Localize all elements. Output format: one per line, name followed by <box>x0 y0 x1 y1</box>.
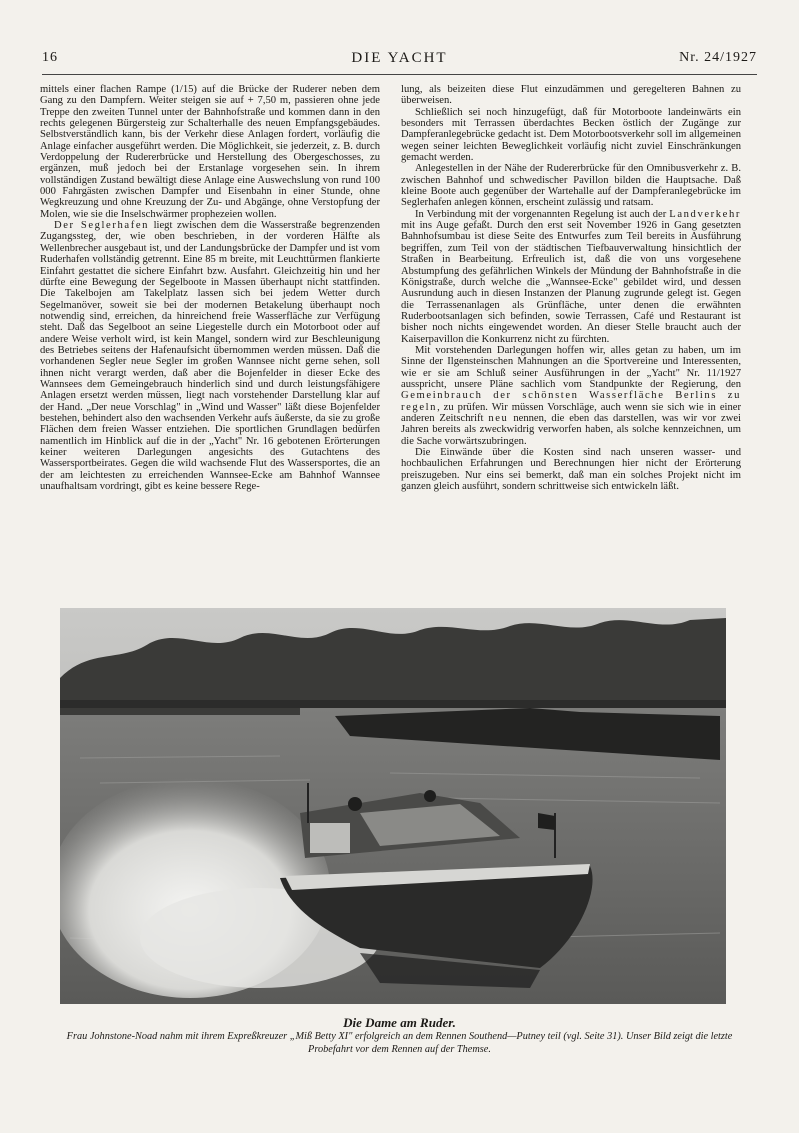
right-column <box>401 84 741 492</box>
figure-caption-text: Frau Johnstone-Noad nahm mit ihrem Expreßkreuzer „Miß Betty XI" erfolgreich an dem Rennen Southend—Putney teil (vgl. Seite 31). Unser Bild zeigt die letzte Probefahrt vor dem Rennen auf der Themse. <box>66 1031 733 1055</box>
right-paragraph-4-a: In Verbindung mit der vorgenannten Regelung ist auch der <box>415 208 670 220</box>
right-paragraph-4 <box>401 209 741 345</box>
spaced-term-neu: neu <box>488 412 509 424</box>
magazine-title: DIE YACHT <box>351 50 448 66</box>
right-paragraph-5-b: , zu prüfen. Wir müssen Vorschläge, auch wenn sie sich wie in einer anderen Zeitschrift <box>401 401 741 424</box>
right-paragraph-5 <box>401 345 741 447</box>
left-column <box>40 84 380 492</box>
right-paragraph-4-b: mit ins Auge gefaßt. Durch den erst seit November 1926 in Gang gesetzten Bahnhofsumbau ist diese Seite des Entwurfes zum Teil bereits in Ausführung begriffen, zum Teil von der städtischen Tiefbauverwaltung hinsichtlich der Straßen in Bearbeitung. Erfreulich ist, daß die von uns vorgesehene Abstumpfung des gefährlichen Winkels der Mündung der Bahnhofstraße in die Königstraße, durch welche die „Wannsee-Ecke" gebildet wird, und dessen Ausrundung auch in diesen Instanzen der Planung zugrunde gelegt ist. Gegen die Terrassenanlagen als Grünfläche, unter denen die erwähnten Ruderbootsanlagen sich befinden, sowie Terrassen, Café und Restaurant ist bisher noch nichts eingewendet worden. An dieser Stelle braucht auch der Kaiserpavillon die Konkurrenz nicht zu fürchten. <box>401 220 741 345</box>
right-paragraph-1: lung, als beizeiten diese Flut einzudämmen und geregelteren Bahnen zu überweisen. <box>401 84 741 107</box>
right-paragraph-3: Anlegestellen in der Nähe der Rudererbrücke für den Omnibusverkehr z. B. zwischen Bahnhof und schwedischer Pavillon bilden die Hauptsache. Daß kleine Boote auch gegenüber der Wartehalle auf der Dampferanlegebrücke im Seglerhafen anlegen können, erscheint zulässig und ratsam. <box>401 163 741 209</box>
right-paragraph-6: Die Einwände über die Kosten sind nach unseren wasser- und hochbaulichen Erfahrungen und Berechnungen hier nicht der Erörterung preiszugeben. Nur eins sei bemerkt, daß man ein solches Projekt nicht im ganzen gleich ausführt, sondern schrittweise sich entwickeln läßt. <box>401 447 741 493</box>
issue-number: Nr. 24/1927 <box>679 50 757 65</box>
spaced-term-seglerhafen: Der Seglerhafen <box>54 220 150 232</box>
right-paragraph-5-c: nennen, die eben das darstellen, was wir vor zwei Jahren bereits als zweckwidrig verworfen haben, als solche kennzeichnen, um die Sache vorwärtszubringen. <box>401 412 741 447</box>
page-number: 16 <box>42 50 58 65</box>
left-paragraph-1: mittels einer flachen Rampe (1/15) auf die Brücke der Ruderer neben dem Gang zu den Dampfern. Weiter steigen sie auf + 7,50 m, passieren ohne jede Treppe den zweiten Tunnel unter der Bahnhofstraße und kommen dann in den rechts gelegenen Bürgersteig zur Schalterhalle des neuen Empfangsgebäudes. Selbstverständlich kann, bis der Verkehr diese Anlagen fordert, vorläufig die Anlage einfacher ausgeführt werden. Die Möglichkeit, sie jederzeit, z. B. durch Verdoppelung der Rudererbrücke und Herstellung des Obergeschosses, zu ergänzen, muß jedoch bei der Erstanlage vorgesehen sein. In ihrem vollständigen Zustand bewältigt diese Anlage eine Auswechslung von rund 100 000 Fahrgästen zwischen Dampfer und Eisenbahn in einer Stunde, ohne Wegkreuzung und ohne Kreuzung der Zu- und Abgänge, ohne Verstopfung der Molen, wie sie die Inselschwärmer prophezeien wollen. <box>40 84 380 220</box>
header-rule <box>42 74 757 75</box>
motorboat-photo <box>60 608 726 1004</box>
right-paragraph-2: Schließlich sei noch hinzugefügt, daß für Motorboote landeinwärts ein besonders mit Terrassen überdachtes Becken östlich der Zugänge zur Dampferanlegebrücke gedacht ist. Dem Motorbootsverkehr soll im allgemeinen wegen seiner leichten Beweglichkeit vorläufig nicht zuviel Einschränkungen gemacht werden. <box>401 106 741 164</box>
motorboat-photo-illustration <box>60 608 726 1004</box>
right-paragraph-5-a: Mit vorstehenden Darlegungen hoffen wir, alles getan zu haben, um im Sinne der Ilgensteinschen Mahnungen an die Sportvereine und Interessenten, wie er sie am Schluß seiner Ausführungen in der „Yacht" Nr. 11/1927 ausspricht, unsere Pläne sachlich vom Standpunkte der Regierung, den <box>401 344 741 390</box>
page-header <box>42 50 757 72</box>
left-paragraph-2 <box>40 220 380 492</box>
figure-caption-title: Die Dame am Ruder. <box>343 1015 456 1030</box>
spaced-term-landverkehr: Landverkehr <box>669 208 741 220</box>
left-paragraph-2-text: liegt zwischen dem die Wasserstraße begrenzenden Zugangssteg, der, wie oben beschrieben, in der vorderen Hälfte als Wellenbrecher ausgebaut ist, und der Landungsbrücke der Dampfer und ist vom Ruderhafen vollständig getrennt. Eine 85 m breite, mit Leuchttürmen flankierte Einfahrt gestattet die sichere Einfahrt bzw. Ausfahrt. Gleichzeitig hin und her dürfte eine Bewegung der Segelboote in Massen überhaupt nicht stattfinden. Die Takelbojen am Takelplatz lassen sich bei jedem Wetter durch Segelmanöver, soweit sie bei der modernen Betakelung überhaupt noch notwendig sind, erreichen, da hinreichend freie Wasserfläche zur Verfügung steht. Daß das Segelboot an seine Liegestelle durch ein Motorboot oder auf andere Weise verholt wird, ist kein Mangel, sondern wird zur Beschleunigung des Betriebes seitens der Hafenaufsicht übernommen werden müssen. Daß die vorhandenen Segler neue Segler im großen Wannsee nicht gerne sehen, soll ihnen nicht verargt werden, daß aber die Bojenfelder in dieser Ecke des Wannsees dem Gemeingebrauch hinderlich sind und durch leistungsfähigere Anlagen ersetzt werden müssen, liegt nach vorstehender Darstellung klar auf der Hand. „Der neue Vorschlag" in „Wind und Wasser" läßt diese Bojenfelder bestehen, behindert also den wachsenden Verkehr aufs äußerste, da sie zu große Flächen dem freien Wasser entziehen. Die sportlichen Grundlagen bedürfen namentlich im Hinblick auf die in der „Yacht" Nr. 16 gebotenen Erörterungen keiner weiteren Darlegungen angesichts des Gutachtens des Wassersportbeirates. Gegen die wild wachsende Flut des Wassersportes, die an der am leichtesten zu erreichenden Wannsee-Ecke am Bahnhof Wannsee unaufhaltsam vordringt, gibt es keine bessere Rege- <box>40 220 380 493</box>
spaced-term-gemeinbrauch: Gemeinbrauch der schönsten Wasserfläche Berlins zu regeln <box>401 390 741 413</box>
